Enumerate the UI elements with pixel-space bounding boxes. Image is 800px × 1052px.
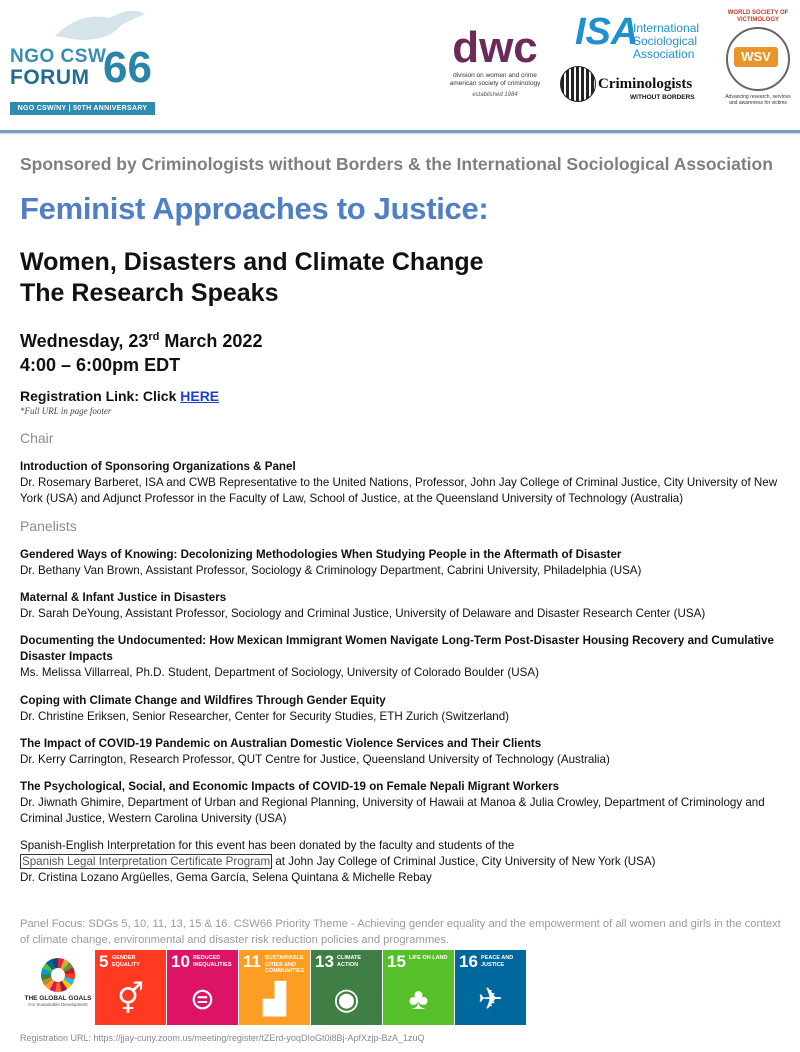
sdg-tile-11: [239, 950, 310, 1025]
sdg-label: REDUCED INEQUALITIES: [193, 955, 232, 968]
isa-logo: [575, 12, 715, 62]
panelist-item: [20, 693, 785, 725]
isa-line1: International: [633, 21, 700, 35]
sdg-goal-icon: ♣: [408, 983, 429, 1016]
panelist-item: [20, 736, 785, 768]
sdg-number: 5: [99, 952, 109, 971]
chair-text: Dr. Rosemary Barberet, ISA and CWB Representative to the United Nations, Professor, John Jay College of Criminal Justice, City University of New York (USA) and Adjunct Professor in the Faculty of Law, School of Justice, at the Queensland University of Technology (Australia): [20, 476, 778, 505]
header-divider-shadow: [0, 133, 800, 134]
panelist-item: [20, 590, 785, 622]
globe-icon: [560, 66, 596, 102]
interpretation-line3: Dr. Cristina Lozano Argüelles, Gema García, Selena Quintana & Michelle Rebay: [20, 871, 432, 884]
wsv-tagline: Advancing research, services and awareness for victims: [725, 94, 791, 106]
sdg-goal-icon: ⚥: [116, 983, 145, 1016]
panelist-title: Documenting the Undocumented: How Mexican Immigrant Women Navigate Long-Term Post-Disaster Housing Recovery and Cumulative Disaster Impacts: [20, 634, 774, 663]
interpretation-line2: [20, 854, 785, 870]
panelist-text: Dr. Kerry Carrington, Research Professor, QUT Centre for Justice, Queensland University of Technology (Australia): [20, 753, 610, 766]
panelist-title: The Impact of COVID-19 Pandemic on Australian Domestic Violence Services and Their Clients: [20, 737, 542, 750]
registration-line: [20, 388, 219, 404]
chair-heading: Chair: [20, 430, 54, 446]
wsv-globe-icon: [726, 27, 790, 91]
global-goals-subtitle: For Sustainable Development: [28, 1002, 88, 1007]
chair-title: Introduction of Sponsoring Organizations & Panel: [20, 460, 296, 473]
cwb-subtitle: WITHOUT BORDERS: [630, 94, 695, 101]
panelist-title: Coping with Climate Change and Wildfires Through Gender Equity: [20, 694, 386, 707]
sdg-label: SUSTAINABLE CITIES AND COMMUNITIES: [265, 955, 305, 974]
isa-line2: Sociological: [633, 34, 698, 48]
panel-focus: Panel Focus: SDGs 5, 10, 11, 13, 15 & 16. CSW66 Priority Theme - Achieving gender equality and the empowerment of all women and girls in the context of climate change, environmental and disaster risk reduction policies and programmes.: [20, 918, 781, 946]
event-subtitle: [20, 247, 484, 309]
interpretation-line1: Spanish-English Interpretation for this event has been donated by the faculty and students of the: [20, 839, 515, 852]
sdg-label: GENDER EQUALITY: [112, 955, 140, 968]
panelist-text: Dr. Jiwnath Ghimire, Department of Urban and Regional Planning, University of Hawaii at Manoa & Julia Crowley, Department of Criminology and Criminal Justice, Western Carolina University (USA): [20, 796, 765, 825]
panelist-item: [20, 779, 785, 827]
interpretation-credit: [20, 838, 785, 886]
panelist-text: Dr. Bethany Van Brown, Assistant Professor, Sociology & Criminology Department, Cabrini University, Philadelphia (USA): [20, 564, 642, 577]
wsv-logo: [722, 10, 794, 120]
sdg-tile-16: [455, 950, 526, 1025]
header-logos: [0, 0, 800, 130]
cwb-logo: [560, 66, 720, 106]
event-title: Feminist Approaches to Justice:: [20, 191, 489, 226]
sdg-goal-icon: ✈: [477, 983, 504, 1016]
sdg-number: 16: [459, 952, 478, 971]
subtitle-line2: The Research Speaks: [20, 279, 279, 307]
sdg-tile-5: [95, 950, 166, 1025]
panelist-item: [20, 633, 785, 681]
ngo-csw-forum-logo: [10, 6, 160, 114]
sdg-wheel-icon: [41, 958, 75, 992]
ngo-tagline: NGO CSW/NY | 50TH ANNIVERSARY: [10, 102, 155, 115]
dwc-logo: [435, 23, 555, 118]
panelist-text: Ms. Melissa Villarreal, Ph.D. Student, Department of Sociology, University of Colorado Boulder (USA): [20, 666, 539, 679]
date-day: Wednesday, 23: [20, 331, 149, 351]
panelist-text: Dr. Sarah DeYoung, Assistant Professor, Sociology and Criminal Justice, University of Delaware and Disaster Research Center (USA): [20, 607, 706, 620]
sdg-tile-13: [311, 950, 382, 1025]
global-goals-title: THE GLOBAL GOALS: [24, 995, 92, 1002]
sdg-goal-icon: ◉: [333, 983, 360, 1016]
sponsor-line: Sponsored by Criminologists without Borders & the International Sociological Association: [20, 154, 773, 174]
panelist-title: Maternal & Infant Justice in Disasters: [20, 591, 227, 604]
isa-line3: Association: [633, 47, 695, 61]
chair-item: [20, 459, 785, 507]
sdg-label: CLIMATE ACTION: [337, 955, 362, 968]
dwc-line2: american society of criminology: [449, 80, 541, 87]
wsv-top-line1: WORLD SOCIETY OF: [727, 10, 789, 16]
panelist-title: The Psychological, Social, and Economic Impacts of COVID-19 on Female Nepali Migrant Workers: [20, 780, 560, 793]
ngo-line1: NGO CSW: [10, 46, 107, 67]
ngo-number: 66: [103, 43, 152, 92]
dwc-mark: dwc: [452, 23, 538, 72]
sdg-goal-icon: ▟: [262, 983, 287, 1016]
dwc-established: established 1984: [472, 92, 518, 98]
sdg-tile-10: [167, 950, 238, 1025]
isa-mark: ISA: [575, 11, 639, 53]
sdg-number: 13: [315, 952, 334, 971]
registration-label: Registration Link: Click: [20, 388, 181, 404]
sdg-number: 11: [243, 952, 261, 971]
wsv-mark: WSV: [734, 47, 778, 67]
cwb-title: Criminologists: [598, 76, 693, 92]
sdg-label: PEACE AND JUSTICE: [481, 955, 514, 968]
panelists-heading: Panelists: [20, 518, 77, 534]
date-suffix: rd: [148, 331, 160, 343]
interpretation-program-link[interactable]: Spanish Legal Interpretation Certificate Program: [22, 855, 271, 868]
event-datetime: [20, 325, 262, 377]
sdg-label: LIFE ON LAND: [409, 955, 448, 961]
sdg-goal-icon: ⊜: [189, 983, 216, 1016]
sdg-tile-15: [383, 950, 454, 1025]
dwc-line1: division on women and crime: [453, 72, 537, 79]
interpretation-line2-rest: at John Jay College of Criminal Justice, City University of New York (USA): [272, 855, 656, 868]
sdg-number: 10: [171, 952, 190, 971]
dove-icon: [50, 6, 150, 46]
ngo-line2: FORUM: [10, 66, 90, 89]
panelist-item: [20, 547, 785, 579]
registration-note: *Full URL in page footer: [20, 406, 112, 416]
subtitle-line1: Women, Disasters and Climate Change: [20, 248, 484, 276]
event-date: [20, 325, 262, 353]
panelist-text: Dr. Christine Eriksen, Senior Researcher, Center for Security Studies, ETH Zurich (Switzerland): [20, 710, 510, 723]
registration-link[interactable]: HERE: [180, 388, 220, 404]
global-goals-logo: [22, 950, 94, 1025]
panelist-title: Gendered Ways of Knowing: Decolonizing Methodologies When Studying People in the Aftermath of Disaster: [20, 548, 622, 561]
sdg-number: 15: [387, 952, 406, 971]
event-time: 4:00 – 6:00pm EDT: [20, 355, 181, 375]
registration-url-footer: Registration URL: https://jjay-cuny.zoom.us/meeting/register/tZErd-yoqDIoGt0i8Bj-ApfXzjp-BzA_1zuQ: [20, 1033, 425, 1043]
isa-name: [633, 22, 699, 61]
date-month-year: March 2022: [159, 331, 263, 351]
wsv-top-line2: VICTIMOLOGY: [737, 17, 779, 23]
